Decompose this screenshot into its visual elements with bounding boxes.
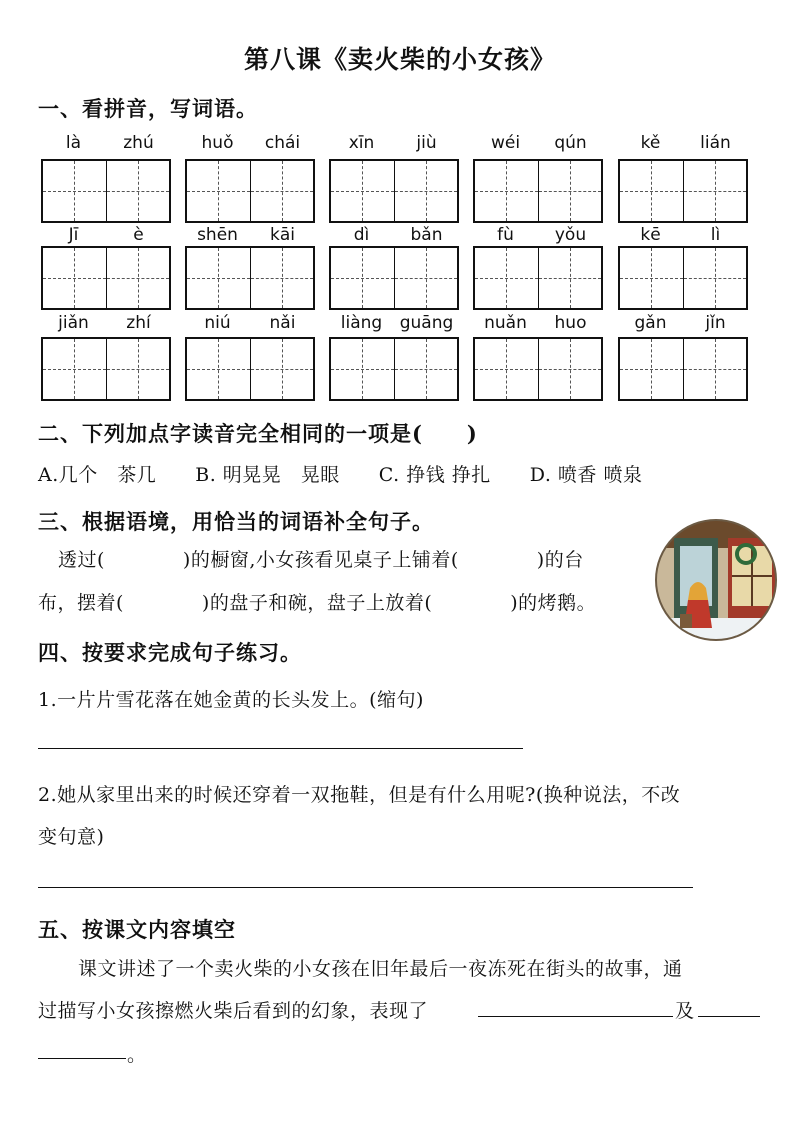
pinyin-syllable: è <box>133 225 144 245</box>
pinyin-syllable: là <box>65 133 82 153</box>
section3-heading: 三、根据语境，用恰当的词语补全句子。 <box>38 509 434 534</box>
writing-cell[interactable] <box>187 161 250 221</box>
writing-cell[interactable] <box>475 248 538 308</box>
writing-cell[interactable] <box>394 248 458 308</box>
pinyin-syllable: gǎn <box>634 313 667 333</box>
pinyin-syllable: kě <box>640 133 661 153</box>
writing-cell[interactable] <box>106 161 170 221</box>
page-title: 第八课《卖火柴的小女孩》 <box>243 45 556 74</box>
writing-cell[interactable] <box>250 339 314 399</box>
pinyin-syllable: chái <box>264 133 301 153</box>
pinyin-syllable: nuǎn <box>484 313 527 333</box>
pinyin-syllable: huǒ <box>201 133 234 153</box>
writing-cell[interactable] <box>475 339 538 399</box>
writing-cell[interactable] <box>394 339 458 399</box>
writing-cell[interactable] <box>106 248 170 308</box>
answer-line-q2[interactable] <box>38 887 693 888</box>
writing-box[interactable] <box>185 159 315 223</box>
writing-cell[interactable] <box>394 161 458 221</box>
writing-cell[interactable] <box>187 248 250 308</box>
section5-line2-b: 及 <box>675 1000 695 1022</box>
section5-line2-a: 过描写小女孩擦燃火柴后看到的幻象，表现了 <box>38 1000 429 1022</box>
answer-line-q1[interactable] <box>38 748 523 749</box>
writing-box[interactable] <box>185 337 315 401</box>
writing-cell[interactable] <box>331 161 394 221</box>
pinyin-syllable: kāi <box>270 225 295 245</box>
writing-cell[interactable] <box>250 161 314 221</box>
section5-line3-end: 。 <box>127 1044 147 1066</box>
little-match-girl-illustration <box>654 518 778 642</box>
pinyin-syllable: bǎn <box>410 225 443 245</box>
pinyin-syllable: zhí <box>126 313 151 333</box>
section4-q2-line2: 变句意) <box>38 826 105 848</box>
pinyin-syllable: huo <box>554 313 587 333</box>
writing-box[interactable] <box>618 159 748 223</box>
writing-box[interactable] <box>473 159 603 223</box>
writing-box[interactable] <box>329 159 459 223</box>
pinyin-syllable: kē <box>640 225 661 245</box>
section2-heading: 二、下列加点字读音完全相同的一项是( ) <box>38 421 478 446</box>
writing-box[interactable] <box>473 246 603 310</box>
writing-cell[interactable] <box>538 248 602 308</box>
section2-options: A.几个 茶几 B. 明晃晃 晃眼 C. 挣钱 挣扎 D. 喷香 喷泉 <box>38 464 643 486</box>
pinyin-syllable: lián <box>700 133 731 153</box>
writing-cell[interactable] <box>187 339 250 399</box>
writing-box[interactable] <box>185 246 315 310</box>
writing-box[interactable] <box>41 246 171 310</box>
section3-line2: 布，摆着( )的盘子和碗，盘子上放着( )的烤鹅。 <box>38 592 597 614</box>
writing-box[interactable] <box>41 159 171 223</box>
pinyin-syllable: jiù <box>416 133 437 153</box>
writing-box[interactable] <box>329 337 459 401</box>
section4-q2-line1: 2.她从家里出来的时候还穿着一双拖鞋，但是有什么用呢?(换种说法，不改 <box>38 784 681 806</box>
pinyin-syllable: guāng <box>399 313 454 333</box>
pinyin-syllable: zhú <box>123 133 154 153</box>
writing-box[interactable] <box>618 337 748 401</box>
pinyin-syllable: wéi <box>490 133 521 153</box>
pinyin-syllable: Jī <box>68 225 79 245</box>
pinyin-syllable: liàng <box>340 313 383 333</box>
fill-blank-1[interactable] <box>478 1016 673 1017</box>
writing-cell[interactable] <box>43 161 106 221</box>
fill-blank-2a[interactable] <box>698 1016 760 1017</box>
writing-cell[interactable] <box>43 339 106 399</box>
writing-cell[interactable] <box>106 339 170 399</box>
writing-cell[interactable] <box>331 248 394 308</box>
writing-cell[interactable] <box>538 339 602 399</box>
writing-cell[interactable] <box>43 248 106 308</box>
writing-cell[interactable] <box>620 339 683 399</box>
writing-cell[interactable] <box>620 161 683 221</box>
writing-cell[interactable] <box>331 339 394 399</box>
writing-box[interactable] <box>473 337 603 401</box>
writing-cell[interactable] <box>683 161 747 221</box>
section5-heading: 五、按课文内容填空 <box>38 917 236 942</box>
fill-blank-2b[interactable] <box>38 1058 126 1059</box>
writing-cell[interactable] <box>683 339 747 399</box>
pinyin-syllable: jiǎn <box>58 313 89 333</box>
section4-q1: 1.一片片雪花落在她金黄的长头发上。(缩句) <box>38 689 424 711</box>
section5-line1: 课文讲述了一个卖火柴的小女孩在旧年最后一夜冻死在街头的故事，通 <box>78 958 683 980</box>
writing-cell[interactable] <box>538 161 602 221</box>
section3-line1: 透过( )的橱窗,小女孩看见桌子上铺着( )的台 <box>58 549 584 571</box>
pinyin-syllable: lì <box>710 225 721 245</box>
pinyin-syllable: fù <box>497 225 514 245</box>
writing-box[interactable] <box>41 337 171 401</box>
section4-heading: 四、按要求完成句子练习。 <box>38 640 302 665</box>
pinyin-syllable: niú <box>204 313 231 333</box>
writing-cell[interactable] <box>475 161 538 221</box>
pinyin-syllable: nǎi <box>269 313 296 333</box>
writing-cell[interactable] <box>620 248 683 308</box>
writing-cell[interactable] <box>250 248 314 308</box>
pinyin-syllable: dì <box>353 225 370 245</box>
writing-box[interactable] <box>618 246 748 310</box>
pinyin-syllable: xīn <box>348 133 375 153</box>
writing-cell[interactable] <box>683 248 747 308</box>
pinyin-syllable: shēn <box>197 225 238 245</box>
pinyin-syllable: yǒu <box>554 225 587 245</box>
pinyin-syllable: qún <box>554 133 587 153</box>
writing-box[interactable] <box>329 246 459 310</box>
section1-heading: 一、看拼音，写词语。 <box>38 96 258 121</box>
pinyin-syllable: jǐn <box>705 313 726 333</box>
